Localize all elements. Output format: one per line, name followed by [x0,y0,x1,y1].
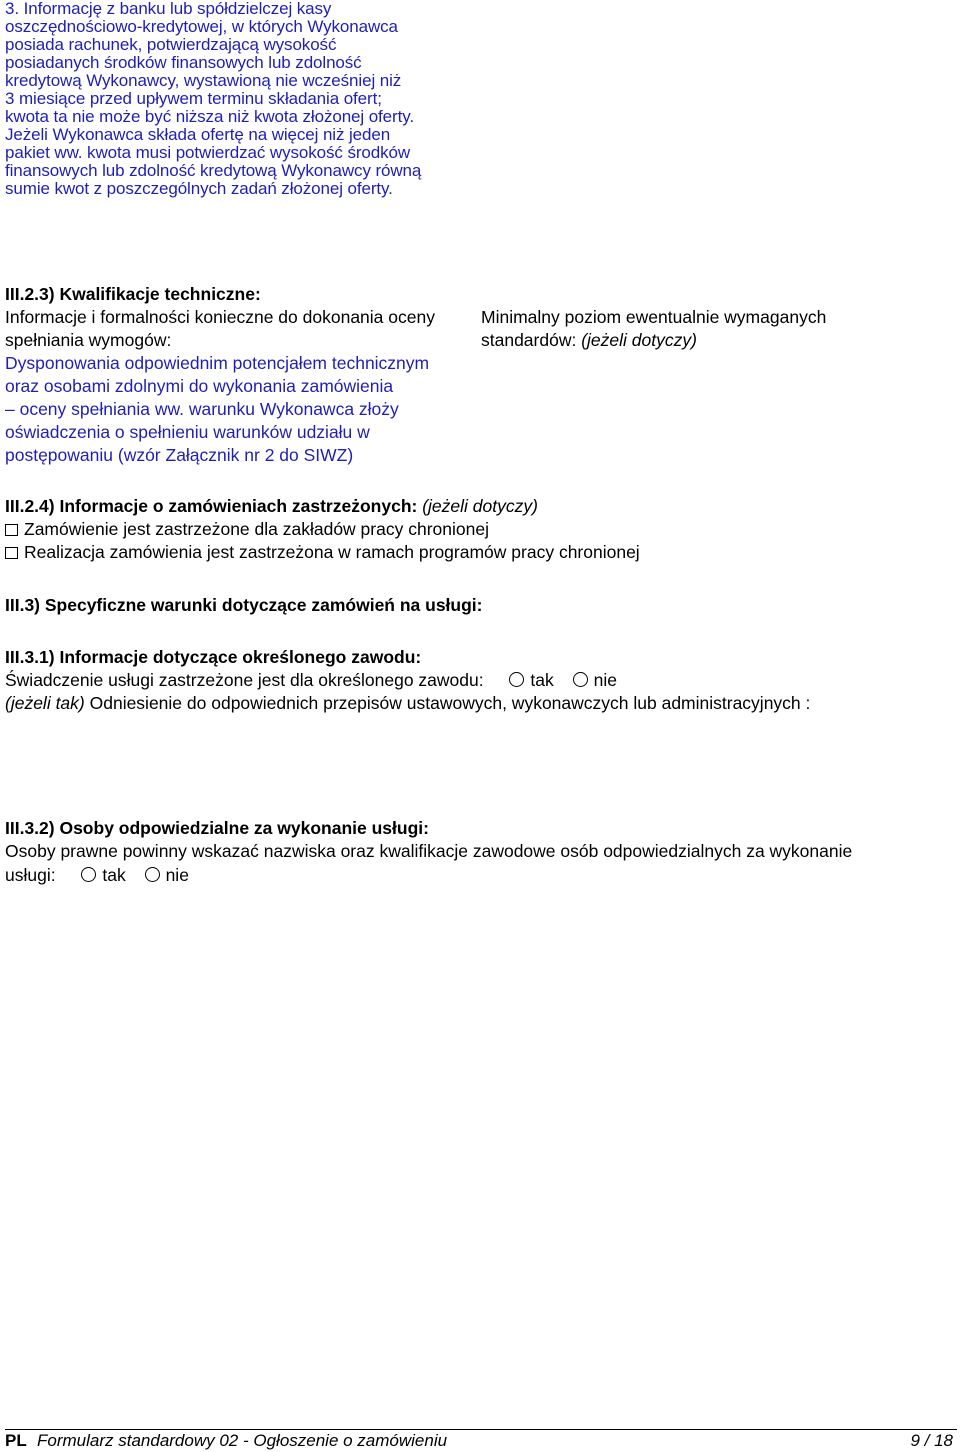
radio-tak[interactable] [509,669,553,692]
radio-label: tak [530,670,554,690]
form-name: Formularz standardowy 02 - Ogłoszenie o zamówieniu [37,1431,448,1450]
column1-header-line1: Informacje i formalności konieczne do dokonania oceny [5,307,435,327]
radio-label: nie [593,670,617,690]
section-heading-iii-3-1: III.3.1) Informacje dotyczące określonego zawodu: [5,647,422,667]
paragraph-line: pakiet ww. kwota musi potwierdzać wysokość środków [5,143,411,162]
section-heading-iii-3-2: III.3.2) Osoby odpowiedzialne za wykonanie usługi: [5,818,429,838]
bank-info-paragraph [5,0,525,198]
section-heading-iii-3: III.3) Specyficzne warunki dotyczące zamówień na usługi: [5,595,483,615]
note-text: Odniesienie do odpowiednich przepisów ustawowych, wykonawczych lub administracyjnych : [84,693,811,713]
paragraph-line: posiada rachunek, potwierdzającą wysokość [5,35,337,54]
paragraph-line: 3 miesiące przed upływem terminu składania ofert; [5,89,382,108]
radio-circle-icon[interactable] [145,867,160,882]
page-footer [5,1429,957,1452]
column2-header-line1: Minimalny poziom ewentualnie wymaganych [481,307,827,327]
radio-circle-icon[interactable] [509,672,524,687]
question-text: Świadczenie usługi zastrzeżone jest dla określonego zawodu: [5,670,484,690]
language-code: PL [5,1431,27,1450]
technical-requirement-line: oświadczenia o spełnieniu warunków udziału w [5,422,370,442]
radio-nie[interactable] [145,864,189,887]
column2-header-line2 [481,329,697,352]
option-label: Realizacja zamówienia jest zastrzeżona w ramach programów pracy chronionej [24,542,640,562]
technical-requirement-line: Dysponowania odpowiednim potencjałem technicznym [5,353,430,373]
radio-label: nie [165,865,189,885]
section-heading-iii-2-4 [5,495,538,518]
standards-label: standardów: [481,330,582,350]
question-text: usługi: [5,865,56,885]
option-label: Zamówienie jest zastrzeżone dla zakładów pracy chronionej [24,519,489,539]
checkbox-icon[interactable] [5,547,18,559]
paragraph-line: finansowych lub zdolność kredytową Wykonawcy równą [5,161,422,180]
technical-requirement-line: postępowaniu (wzór Załącznik nr 2 do SIWZ) [5,445,354,465]
paragraph-line: Jeżeli Wykonawca składa ofertę na więcej niż jeden [5,125,391,144]
paragraph-line: sumie kwot z poszczególnych zadań złożonej oferty. [5,179,393,198]
radio-circle-icon[interactable] [81,867,96,882]
reserved-option-1[interactable] [5,518,489,541]
section-heading-iii-2-3: III.2.3) Kwalifikacje techniczne: [5,284,261,304]
technical-requirement-line: – oceny spełniania ww. warunku Wykonawca złoży [5,399,399,419]
paragraph-line: posiadanych środków finansowych lub zdolność [5,53,362,72]
responsible-persons-question [5,864,203,887]
if-applicable-note: (jeżeli dotyczy) [581,330,697,350]
checkbox-icon[interactable] [5,524,18,536]
responsible-persons-text: Osoby prawne powinny wskazać nazwiska oraz kwalifikacje zawodowe osób odpowiedzialnych za wykonanie [5,841,853,861]
paragraph-line: kredytową Wykonawcy, wystawioną nie wcześniej niż [5,71,402,90]
paragraph-line: kwota ta nie może być niższa niż kwota złożonej oferty. [5,107,414,126]
heading-text: III.2.4) Informacje o zamówieniach zastrzeżonych: [5,496,418,516]
paragraph-line: oszczędnościowo-kredytowej, w których Wykonawca [5,17,398,36]
if-applicable-note: (jeżeli dotyczy) [422,496,538,516]
page-number: 9 / 18 [910,1431,953,1450]
radio-nie[interactable] [573,669,617,692]
paragraph-line: 3. Informację z banku lub spółdzielczej kasy [5,0,332,18]
radio-circle-icon[interactable] [573,672,588,687]
radio-tak[interactable] [81,864,125,887]
column1-header-line2: spełniania wymogów: [5,330,172,350]
profession-question [5,669,631,692]
reserved-option-2[interactable] [5,541,640,564]
profession-note [5,692,810,715]
technical-requirement-line: oraz osobami zdolnymi do wykonania zamówienia [5,376,394,396]
radio-label: tak [102,865,126,885]
if-yes-note: (jeżeli tak) [5,693,85,713]
